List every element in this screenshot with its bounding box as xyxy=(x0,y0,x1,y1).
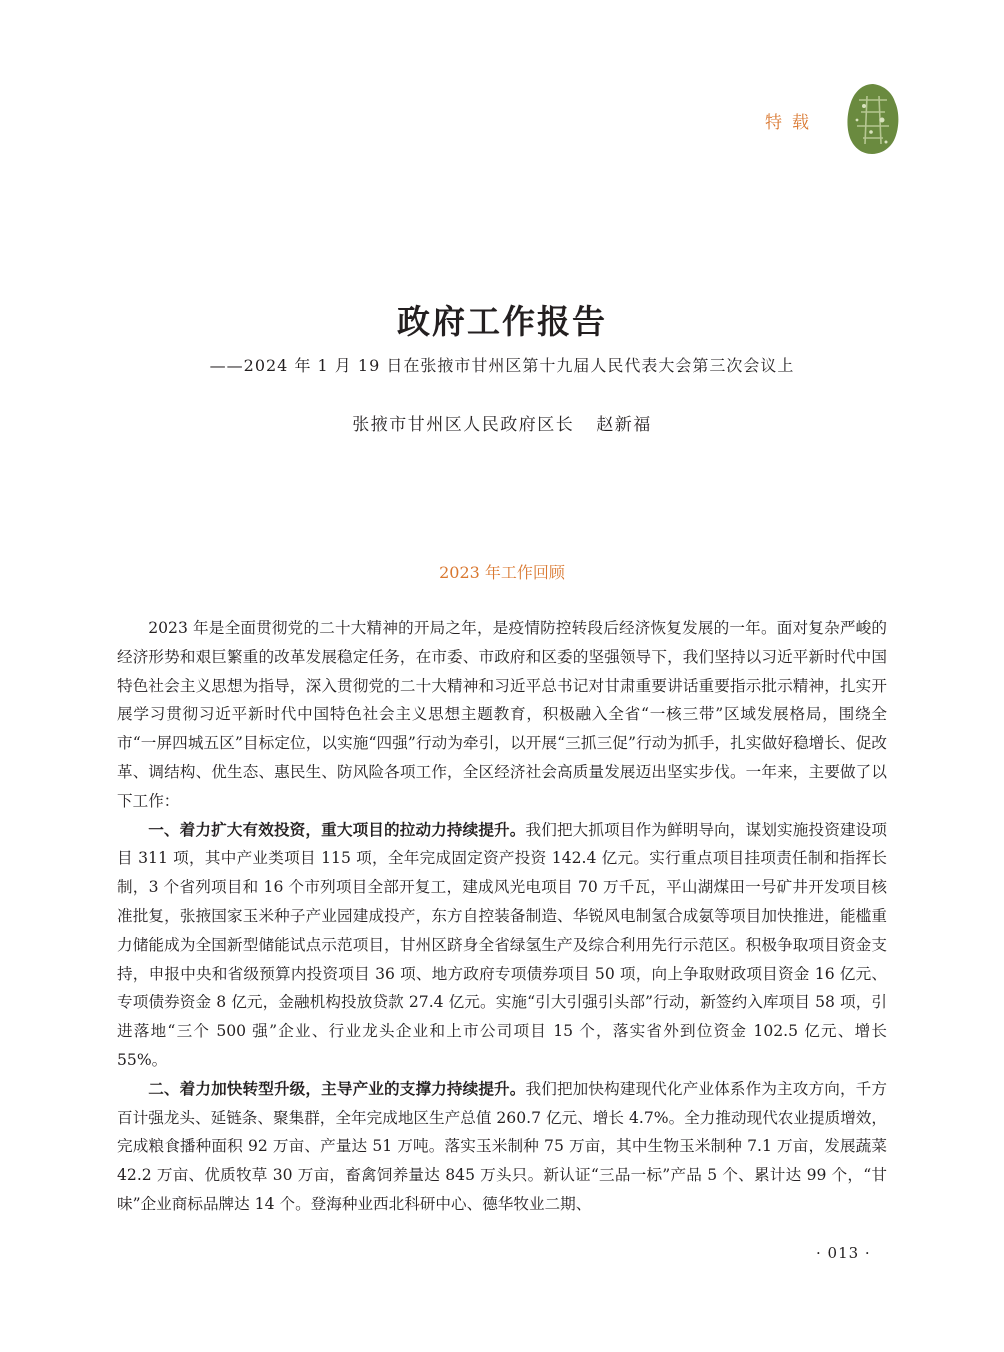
author-position: 张掖市甘州区人民政府区长 xyxy=(352,415,575,435)
body-text xyxy=(117,614,887,1219)
section-heading: 2023 年工作回顾 xyxy=(439,563,565,582)
paragraph xyxy=(117,816,887,1075)
paragraph-lead: 二、着力加快转型升级，主导产业的支撑力持续提升。 xyxy=(148,1079,526,1098)
paragraph xyxy=(117,614,887,816)
paragraph-text: 我们把大抓项目作为鲜明导向，谋划实施投资建设项目 311 项，其中产业类项目 115 项，全年完成固定资产投资 142.4 亿元。实行重点项目挂项责任制和指挥长制，3 个省列项目和 16 个市列项目全部开复工，建成风光电项目 70 万千瓦，平山湖煤田一号矿井开发项目核准批复，张掖国家玉米种子产业园建成投产，东方自控装备制造、华锐风电制氢合成氨等项目加快推进，能槛重力储能成为全国新型储能试点示范项目，甘州区跻身全省绿氢生产及综合利用先行示范区。积极争取项目资金支持，申报中央和省级预算内投资项目 36 项、地方政府专项债券项目 50 项，向上争取财政项目资金 16 亿元、专项债券资金 8 亿元，金融机构投放贷款 27.4 亿元。实施“引大引强引头部”行动，新签约入库项目 58 项，引进落地“三个 500 强”企业、行业龙头企业和上市公司项目 15 个，落实省外到位资金 102.5 亿元、增长 55%。 xyxy=(117,820,887,1069)
author-name: 赵新福 xyxy=(596,415,652,435)
paragraph-text: 我们把加快构建现代化产业体系作为主攻方向，千方百计强龙头、延链条、聚集群，全年完成地区生产总值 260.7 亿元、增长 4.7%。全力推动现代农业提质增效，完成粮食播种面积 92 万亩、产量达 51 万吨。落实玉米制种 75 万亩，其中生物玉米制种 7.1 万亩，发展蔬菜 42.2 万亩、优质牧草 30 万亩，畜禽饲养量达 845 万头只。新认证“三品一标”产品 5 个、累计达 99 个，“甘味”企业商标品牌达 14 个。登海种业西北科研中心、德华牧业二期、 xyxy=(117,1079,887,1213)
author-line xyxy=(0,410,1004,435)
paragraph-lead: 一、着力扩大有效投资，重大项目的拉动力持续提升。 xyxy=(148,820,526,839)
paragraph-text: 2023 年是全面贯彻党的二十大精神的开局之年，是疫情防控转段后经济恢复发展的一年。面对复杂严峻的经济形势和艰巨繁重的改革发展稳定任务，在市委、市政府和区委的坚强领导下，我们坚持以习近平新时代中国特色社会主义思想为指导，深入贯彻党的二十大精神和习近平总书记对甘肃重要讲话重要指示批示精神，扎实开展学习贯彻习近平新时代中国特色社会主义思想主题教育，积极融入全省“一核三带”区域发展格局，围绕全市“一屏四城五区”目标定位，以实施“四强”行动为牵引，以开展“三抓三促”行动为抓手，扎实做好稳增长、促改革、调结构、优生态、惠民生、防风险各项工作，全区经济社会高质量发展迈出坚实步伐。一年来，主要做了以下工作： xyxy=(117,619,887,810)
document-title: 政府工作报告 xyxy=(397,302,607,341)
page-number: · 013 · xyxy=(816,1244,871,1262)
section-label: 特载 xyxy=(765,113,819,133)
seal-emblem-icon xyxy=(845,82,901,156)
paragraph xyxy=(117,1075,887,1219)
document-subtitle: ——2024 年 1 月 19 日在张掖市甘州区第十九届人民代表大会第三次会议上 xyxy=(209,356,795,375)
